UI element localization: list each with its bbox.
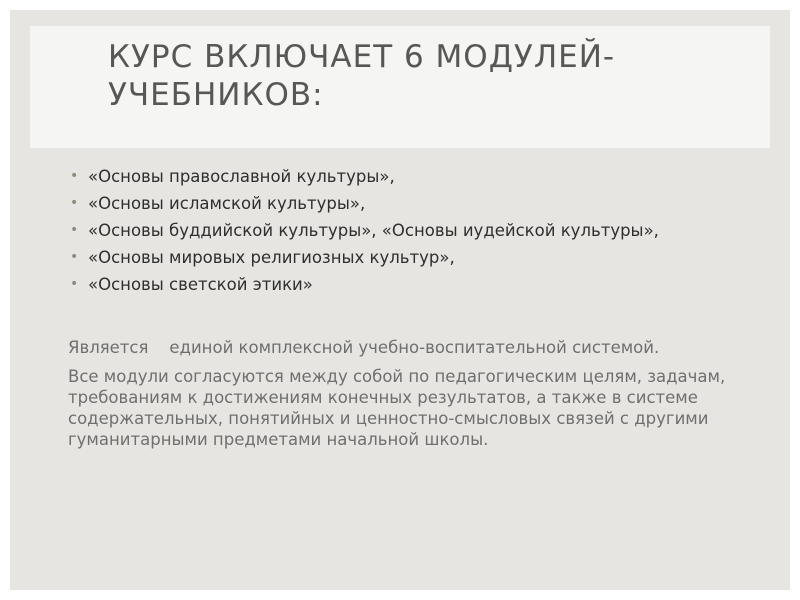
paragraph-system: Является единой комплексной учебно-воспитательной системой. [68, 338, 660, 357]
bullet-item [70, 247, 728, 268]
bullet-item [70, 220, 728, 241]
bullet-list [70, 166, 728, 301]
bullet-mark: • [70, 276, 79, 292]
paragraph-modules: Все модули согласуются между собой по педагогическим целям, задачам, требованиям к достижениям конечных результатов, а также в системе содержательных, понятийных и ценностно-смысловых связей с другими гуманитарными предметами начальной школы. [68, 367, 726, 449]
bullet-mark: • [70, 222, 79, 238]
bullet-text: «Основы мировых религиозных культур», [88, 248, 455, 267]
body-text [68, 337, 748, 458]
bullet-mark: • [70, 168, 79, 184]
bullet-text: «Основы буддийской культуры», «Основы иудейской культуры», [88, 221, 659, 240]
bullet-item [70, 274, 728, 295]
bullet-item [70, 166, 728, 187]
bullet-item [70, 193, 728, 214]
bullet-text: «Основы светской этики» [88, 275, 313, 294]
bullet-mark: • [70, 249, 79, 265]
bullet-text: «Основы исламской культуры», [88, 194, 366, 213]
bullet-text: «Основы православной культуры», [88, 167, 395, 186]
bullet-mark: • [70, 195, 79, 211]
slide-title: КУРС ВКЛЮЧАЕТ 6 МОДУЛЕЙ-УЧЕБНИКОВ: [108, 39, 616, 113]
slide [10, 10, 790, 590]
